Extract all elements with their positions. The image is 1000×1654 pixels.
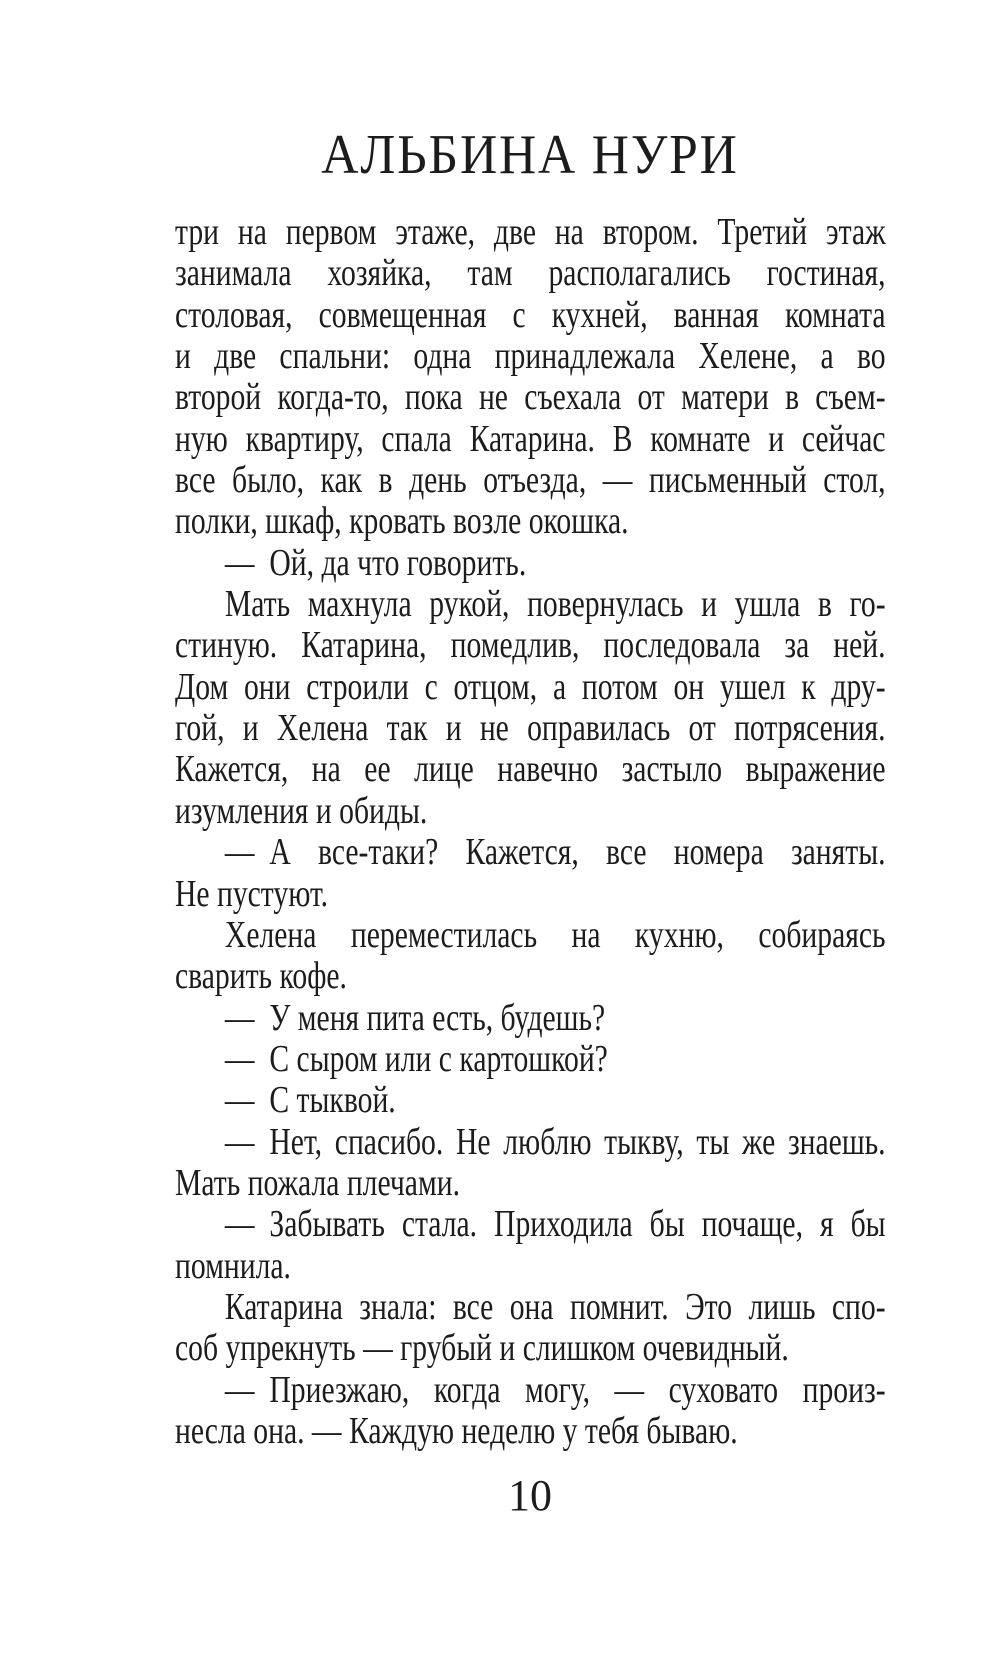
text-line: стиную. Катарина, помедлив, последовала за ней. (175, 624, 886, 667)
text-line: Дом они строили с отцом, а потом он ушел к дру- (175, 665, 886, 708)
text-line: — С сыром или с картошкой? (224, 1037, 608, 1080)
text-line: — А все-таки? Кажется, все номера заняты. (224, 831, 886, 874)
page-text-block (175, 212, 886, 1452)
text-line: — Забывать стала. Приходила бы почаще, я бы (224, 1203, 886, 1246)
text-lines (175, 212, 886, 1452)
text-line: полки, шкаф, кровать возле окошка. (175, 500, 629, 543)
text-line: занимала хозяйка, там располагались гостиная, (175, 252, 886, 295)
text-line: и две спальни: одна принадлежала Хелене, а во (175, 335, 886, 378)
text-line: столовая, совмещенная с кухней, ванная комната (175, 293, 886, 336)
text-line: соб упрекнуть — грубый и слишком очевидный. (175, 1327, 789, 1370)
text-line: второй когда-то, пока не съехала от матери в съем- (175, 376, 886, 419)
text-line: несла она. — Каждую неделю у тебя бываю. (175, 1409, 738, 1452)
text-line: Кажется, на ее лице навечно застыло выражение (175, 748, 886, 791)
text-line: — Приезжаю, когда могу, — суховато произ- (224, 1368, 886, 1411)
text-line: — С тыквой. (224, 1079, 396, 1122)
page-number: 10 (508, 1471, 552, 1520)
text-line: сварить кофе. (175, 955, 347, 998)
text-line: помнила. (175, 1244, 291, 1287)
text-line: — Ой, да что говорить. (224, 541, 527, 584)
text-line: Катарина знала: все она помнит. Это лишь спо- (224, 1285, 886, 1328)
text-line: Мать махнула рукой, повернулась и ушла в го- (224, 583, 886, 626)
text-line: гой, и Хелена так и не оправилась от потрясения. (175, 707, 886, 750)
text-line: изумления и обиды. (175, 789, 428, 832)
text-line: — У меня пита есть, будешь? (224, 996, 606, 1039)
text-line: Мать пожала плечами. (175, 1161, 460, 1204)
text-line: Хелена переместилась на кухню, собираясь (224, 913, 886, 956)
text-line: ную квартиру, спала Катарина. В комнате и сейчас (175, 417, 886, 460)
text-line: все было, как в день отъезда, — письменный стол, (175, 459, 886, 502)
text-line: — Нет, спасибо. Не люблю тыкву, ты же знаешь. (224, 1120, 886, 1163)
text-line: Не пустуют. (175, 872, 329, 915)
text-line: три на первом этаже, две на втором. Третий этаж (175, 211, 886, 253)
author-running-header: АЛЬБИНА НУРИ (321, 124, 739, 186)
